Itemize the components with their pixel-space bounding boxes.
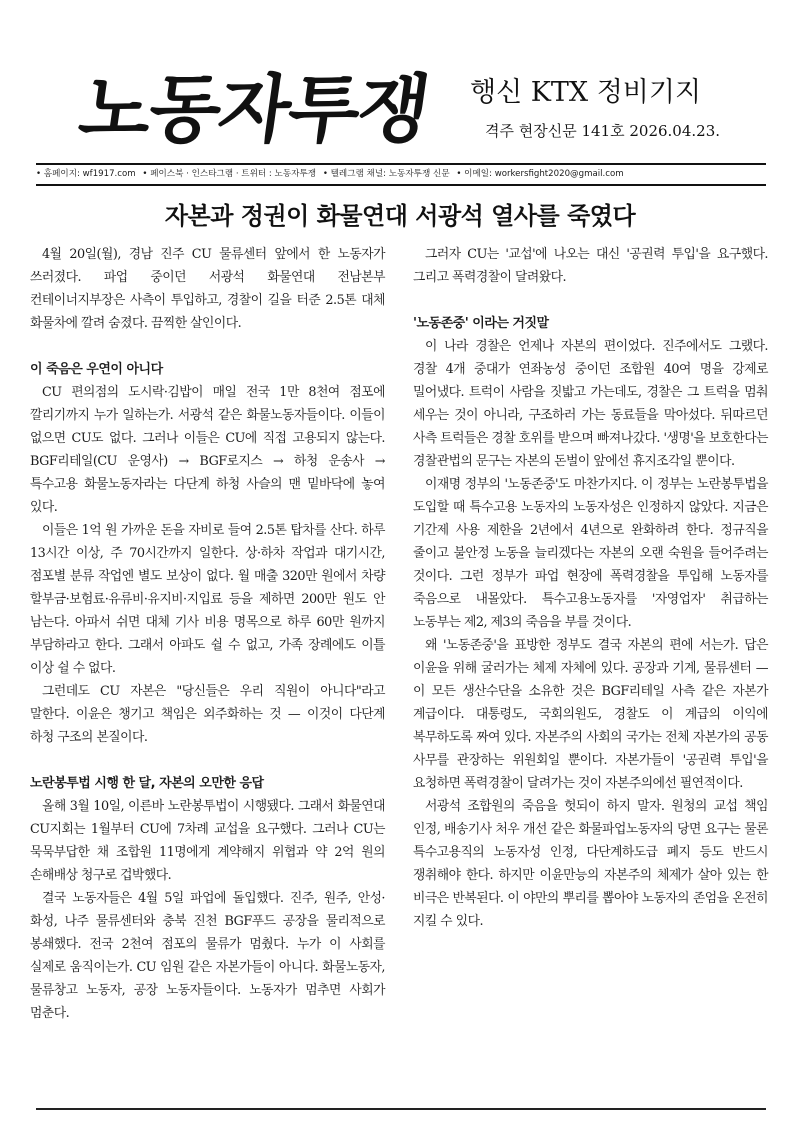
section-heading: 이 죽음은 우연이 아니다 (30, 362, 163, 377)
issue-meta: 격주 현장신문 141호 2026.04.23. (485, 122, 721, 140)
issue-title: 행신 KTX 정비기지 (470, 77, 702, 108)
paragraph: 4월 20일(월), 경남 진주 CU 물류센터 앞에서 한 노동자가 쓰러졌다. 파업 중이던 서광석 화물연대 전남본부 컨테이너지부장은 사측이 투입하고, 경찰이 길을 터준 2.5톤 대체 화물차에 깔려 숨졌다. 끔찍한 살인이다. (30, 247, 385, 331)
paragraph: 이재명 정부의 '노동존중'도 마찬가지다. 이 정부는 노란봉투법을 도입할 때 특수고용 노동자의 노동자성은 인정하지 않았다. 지금은 기간제 사용 제한을 2년에서 4년으로 완화하려 한다. 정규직을 줄이고 불안정 노동을 늘리겠다는 자본의 오랜 숙원을 들어주려는 것이다. 그런 정부가 파업 현장에 폭력경찰을 투입해 노동자를 죽음으로 내몰았다. 특수고용노동자를 '자영업자' 취급하는 노동부는 제2, 제3의 죽음을 부를 것이다. (413, 477, 768, 630)
contact-homepage: • 홈페이지: wf1917.com (36, 169, 136, 179)
article-column-left (30, 243, 385, 1025)
paragraph: 결국 노동자들은 4월 5일 파업에 돌입했다. 진주, 원주, 안성·화성, 나주 물류센터와 충북 진천 BGF푸드 공장을 물리적으로 봉쇄했다. 전국 2천여 점포의 물류가 멈췄다. 누가 이 사회를 실제로 움직이는가. CU 임원 같은 자본가들이 아니다. 화물노동자, 물류창고 노동자, 공장 노동자들이다. 노동자가 멈추면 사회가 멈춘다. (30, 891, 385, 1021)
paragraph: 왜 '노동존중'을 표방한 정부도 결국 자본의 편에 서는가. 답은 이윤을 위해 굴러가는 체제 자체에 있다. 공장과 기계, 물류센터 — 이 모든 생산수단을 소유한 것은 BGF리테일 사측 같은 자본가 계급이다. 대통령도, 국회의원도, 경찰도 이 계급의 이익에 복무하도록 짜여 있다. 자본주의 사회의 국가는 전체 자본가의 공동 사무를 관장하는 위원회일 뿐이다. 자본가들이 '공권력 투입'을 요청하면 폭력경찰이 달려가는 것이 자본주의에선 필연적이다. (413, 638, 768, 791)
article-column-right (413, 243, 768, 933)
section-heading: '노동존중' 이라는 거짓말 (413, 316, 549, 331)
article-headline: 자본과 정권이 화물연대 서광석 열사를 죽였다 (164, 202, 636, 230)
paragraph: CU 편의점의 도시락·김밥이 매일 전국 1만 8천여 점포에 깔리기까지 누가 일하는가. 서광석 같은 화물노동자들이다. 이들이 없으면 CU도 없다. 그러나 이들은 CU에 직접 고용되지 않는다. BGF리테일(CU 운영사) → BGF로지스 → 하청 운송사 → 특수고용 화물노동자라는 다단계 하청 사슬의 맨 밑바닥에 놓여 있다. (30, 385, 385, 515)
section-heading: 노란봉투법 시행 한 달, 자본의 오만한 응답 (30, 776, 264, 791)
paragraph: 그런데도 CU 자본은 "당신들은 우리 직원이 아니다"라고 말한다. 이윤은 챙기고 책임은 외주화하는 것 — 이것이 다단계 하청 구조의 본질이다. (30, 684, 385, 745)
contact-bar (36, 163, 766, 186)
contact-email: • 이메일: workersfight2020@gmail.com (456, 169, 624, 179)
paragraph: 이들은 1억 원 가까운 돈을 자비로 들여 2.5톤 탑차를 산다. 하루 13시간 이상, 주 70시간까지 일한다. 상·하차 작업과 대기시간, 점포별 분류 작업엔 별도 보상이 없다. 월 매출 320만 원에서 차량 할부금·보험료·유류비·유지비·지입료 등을 제하면 200만 원도 안 남는다. 아파서 쉬면 대체 기사 비용 명목으로 하루 60만 원까지 부담하라고 한다. 그래서 아파도 쉴 수 없고, 가족 장례에도 이틀 이상 쉴 수 없다. (30, 523, 385, 676)
paragraph: 올해 3월 10일, 이른바 노란봉투법이 시행됐다. 그래서 화물연대 CU지회는 1월부터 CU에 7차례 교섭을 요구했다. 그러나 CU는 묵묵부답한 채 조합원 11명에게 계약해지 위협과 약 2억 원의 손해배상 청구로 겁박했다. (30, 799, 385, 883)
paragraph: 이 나라 경찰은 언제나 자본의 편이었다. 진주에서도 그랬다. 경찰 4개 중대가 연좌농성 중이던 조합원 40여 명을 강제로 밀어냈다. 트럭이 사람을 짓밟고 가는데도, 경찰은 그 트럭을 멈춰 세우는 것이 아니라, 구조하러 가는 동료들을 막아섰다. 뒤따르던 사측 트럭들은 경찰 호위를 받으며 빠져나갔다. '생명'을 보호한다는 경찰관법의 문구는 자본의 돈벌이 앞에선 휴지조각일 뿐이다. (413, 339, 768, 469)
newspaper-logo: 노동자투쟁 (73, 67, 434, 153)
paragraph: 서광석 조합원의 죽음을 헛되이 하지 말자. 원청의 교섭 책임 인정, 배송기사 처우 개선 같은 화물파업노동자의 당면 요구는 물론 특수고용직의 노동자성 인정, 다단계하도급 폐지 등도 반드시 쟁취해야 한다. 하지만 이윤만능의 자본주의 체제가 살아 있는 한 비극은 반복된다. 이 야만의 뿌리를 뽑아야 노동자의 존엄을 온전히 지킬 수 있다. (413, 799, 768, 929)
contact-telegram: • 텔레그램 채널: 노동자투쟁 신문 (322, 169, 450, 179)
bottom-divider (36, 1108, 766, 1110)
masthead (70, 60, 750, 160)
paragraph: 그러자 CU는 '교섭'에 나오는 대신 '공권력 투입'을 요구했다. 그리고 폭력경찰이 달려왔다. (413, 247, 768, 285)
contact-social: • 페이스북 · 인스타그램 · 트위터 : 노동자투쟁 (142, 169, 317, 179)
